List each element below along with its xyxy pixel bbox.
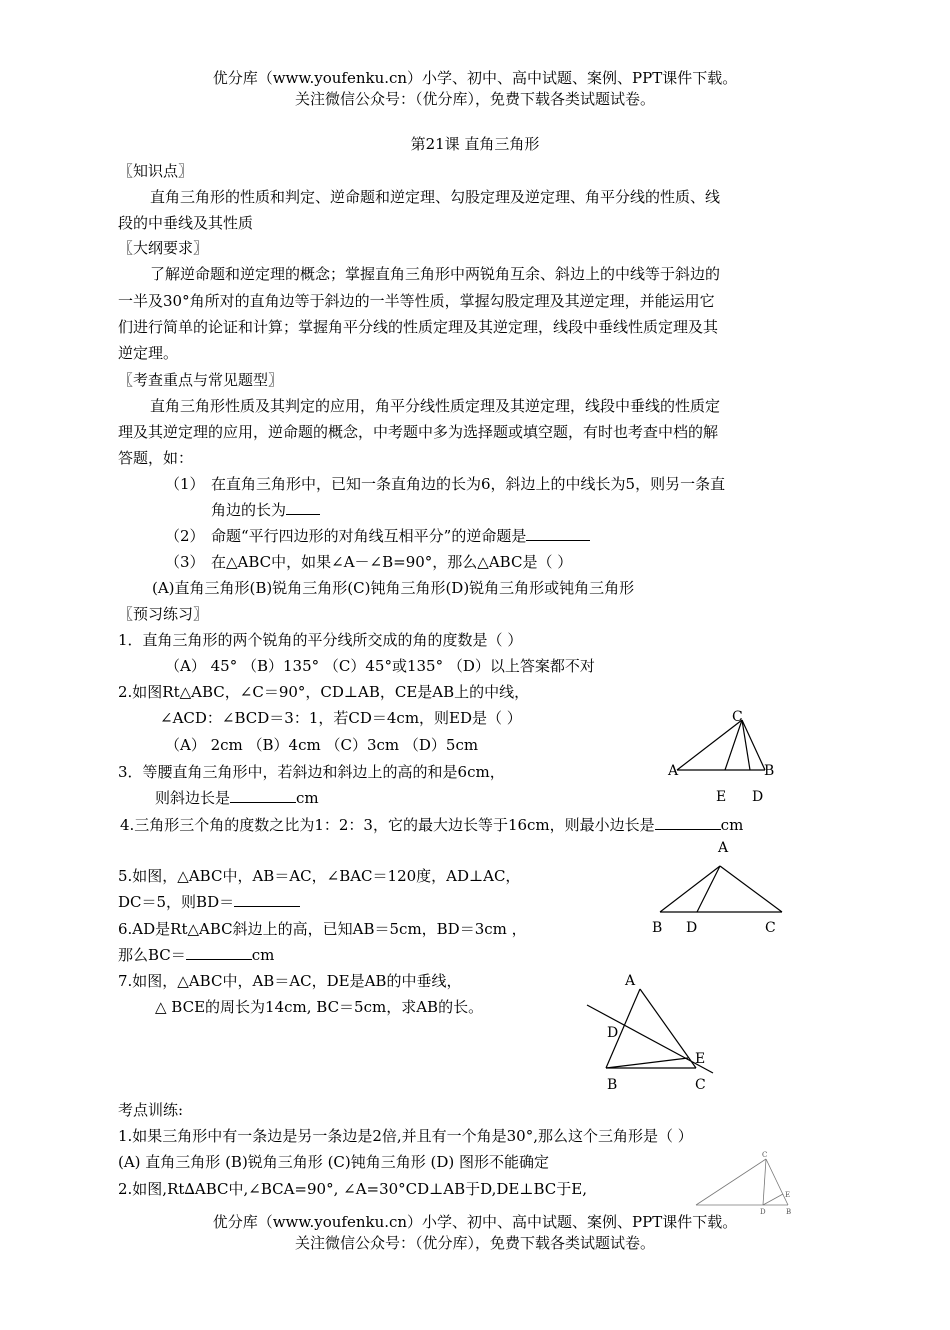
training-q2: 2.如图,Rt∆ABC中,∠BCA=90°, ∠A=30°CD⊥AB于D,DE⊥BC于E,: [118, 1180, 587, 1198]
figure-1-label-e: E: [716, 789, 727, 805]
focus-text-1: 直角三角形性质及其判定的应用，角平分线性质定理及其逆定理，线段中垂线的性质定: [150, 397, 721, 415]
figure-2-label-a: A: [718, 840, 729, 856]
practice-q2-text-2: ∠ACD：∠BCD＝3：1，若CD＝4cm，则ED是（ ）: [160, 709, 522, 727]
syllabus-text-3: 们进行简单的论证和计算；掌握角平分线的性质定理及其逆定理，线段中垂线性质定理及其: [118, 318, 719, 336]
syllabus-text-4: 逆定理。: [118, 344, 179, 362]
figure-2-triangle: [645, 835, 795, 940]
syllabus-text-2: 一半及30°角所对的直角边等于斜边的一半等性质，掌握勾股定理及其逆定理，并能运用它: [118, 292, 715, 310]
figure-2-label-d: D: [686, 920, 698, 936]
figure-2-label-b: B: [652, 920, 663, 936]
figure-1-label-b: B: [764, 763, 775, 779]
figure-3-label-c: C: [695, 1077, 706, 1093]
knowledge-text-2: 段的中垂线及其性质: [118, 214, 254, 232]
practice-q4: 4.三角形三个角的度数之比为1：2：3，它的最大边长等于16cm，则最小边长是 cm: [120, 816, 744, 834]
figure-3-label-b: B: [607, 1077, 618, 1093]
focus-q3-number: （3）: [165, 553, 205, 571]
practice-q1-options: （A） 45° （B）135° （C）45°或135° （D）以上答案都不对: [165, 657, 595, 675]
practice-q7-text-2: △ BCE的周长为14cm, BC＝5cm，求AB的长。: [155, 998, 484, 1016]
training-q1: 1.如果三角形中有一条边是另一条边是2倍,并且有一个角是30°,那么这个三角形是（ ）: [118, 1127, 693, 1145]
practice-q2-text-1: 2.如图Rt△ABC，∠C＝90°，CD⊥AB，CE是AB上的中线，: [118, 683, 530, 701]
practice-q5-text-1: 5.如图，△ABC中，AB＝AC，∠BAC＝120度，AD⊥AC，: [118, 867, 521, 885]
training-heading: 考点训练:: [118, 1101, 184, 1119]
footer-line-2: 关注微信公众号：（优分库），免费下载各类试题试卷。: [294, 1234, 655, 1252]
practice-q2-options: （A） 2cm （B）4cm （C）3cm （D）5cm: [165, 736, 479, 754]
knowledge-text-1: 直角三角形的性质和判定、逆命题和逆定理、勾股定理及逆定理、角平分线的性质、线: [150, 188, 721, 206]
figure-1-label-a: A: [668, 763, 679, 779]
focus-q3-text: 在△ABC中，如果∠A－∠B=90°，那么△ABC是（ ）: [211, 553, 573, 571]
figure-4-label-d: D: [760, 1208, 766, 1216]
answer-blank: [186, 945, 252, 960]
training-q1-options: (A) 直角三角形 (B)锐角三角形 (C)钝角三角形 (D) 图形不能确定: [118, 1153, 550, 1171]
syllabus-heading: 〖大纲要求〗: [118, 239, 209, 257]
practice-q5-text-2: DC＝5，则BD＝: [118, 892, 300, 912]
figure-1-triangle: [660, 700, 800, 810]
answer-blank: [655, 815, 721, 830]
practice-q3-text-2: 则斜边长是 cm: [155, 789, 319, 807]
figure-2-label-c: C: [765, 920, 776, 936]
practice-q3-text-1: 3．等腰直角三角形中，若斜边和斜边上的高的和是6cm，: [118, 763, 505, 781]
figure-4-triangle: [690, 1145, 810, 1215]
syllabus-text-1: 了解逆命题和逆定理的概念；掌握直角三角形中两锐角互余、斜边上的中线等于斜边的: [150, 265, 721, 283]
practice-q7-text-1: 7.如图，△ABC中，AB＝AC，DE是AB的中垂线，: [118, 972, 462, 990]
focus-q1-text-1: 在直角三角形中，已知一条直角边的长为6，斜边上的中线长为5，则另一条直: [211, 475, 726, 493]
practice-heading: 〖预习练习〗: [118, 605, 209, 623]
focus-heading: 〖考查重点与常见题型〗: [118, 371, 284, 389]
figure-4-label-b: B: [786, 1208, 792, 1216]
focus-q3-options: (A)直角三角形(B)锐角三角形(C)钝角三角形(D)锐角三角形或钝角三角形: [152, 579, 635, 597]
page-title: 第21课 直角三角形: [410, 135, 540, 153]
focus-q1-text-2: 角边的长为: [211, 500, 320, 520]
practice-q6-text-1: 6.AD是Rt△ABC斜边上的高，已知AB＝5cm，BD＝3cm ，: [118, 920, 527, 938]
focus-q1-number: （1）: [165, 475, 205, 493]
header-line-2: 关注微信公众号：（优分库），免费下载各类试题试卷。: [294, 90, 655, 108]
focus-q2-text: 命题“平行四边形的对角线互相平分”的逆命题是: [211, 526, 590, 546]
figure-3-triangle: [585, 965, 725, 1095]
figure-4-label-c: C: [762, 1151, 768, 1159]
answer-blank: [526, 526, 590, 541]
practice-q6-text-2: 那么BC＝ cm: [118, 946, 275, 964]
header-line-1: 优分库（www.youfenku.cn）小学、初中、高中试题、案例、PPT课件下载。: [212, 69, 738, 87]
figure-1-label-d: D: [752, 789, 764, 805]
focus-q2-number: （2）: [165, 527, 205, 545]
focus-text-2: 理及其逆定理的应用，逆命题的概念，中考题中多为选择题或填空题，有时也考查中档的解: [118, 423, 719, 441]
answer-blank: [230, 788, 296, 803]
figure-3-label-a: A: [625, 973, 636, 989]
focus-text-3: 答题，如：: [118, 449, 194, 467]
figure-3-label-d: D: [607, 1025, 619, 1041]
figure-1-label-c: C: [732, 709, 743, 725]
practice-q1: 1．直角三角形的两个锐角的平分线所交成的角的度数是（ ）: [118, 631, 523, 649]
footer-line-1: 优分库（www.youfenku.cn）小学、初中、高中试题、案例、PPT课件下载。: [212, 1213, 738, 1231]
knowledge-heading: 〖知识点〗: [118, 162, 194, 180]
answer-blank: [286, 500, 320, 515]
figure-4-label-e: E: [785, 1191, 791, 1199]
figure-3-label-e: E: [695, 1051, 706, 1067]
answer-blank: [234, 892, 300, 907]
